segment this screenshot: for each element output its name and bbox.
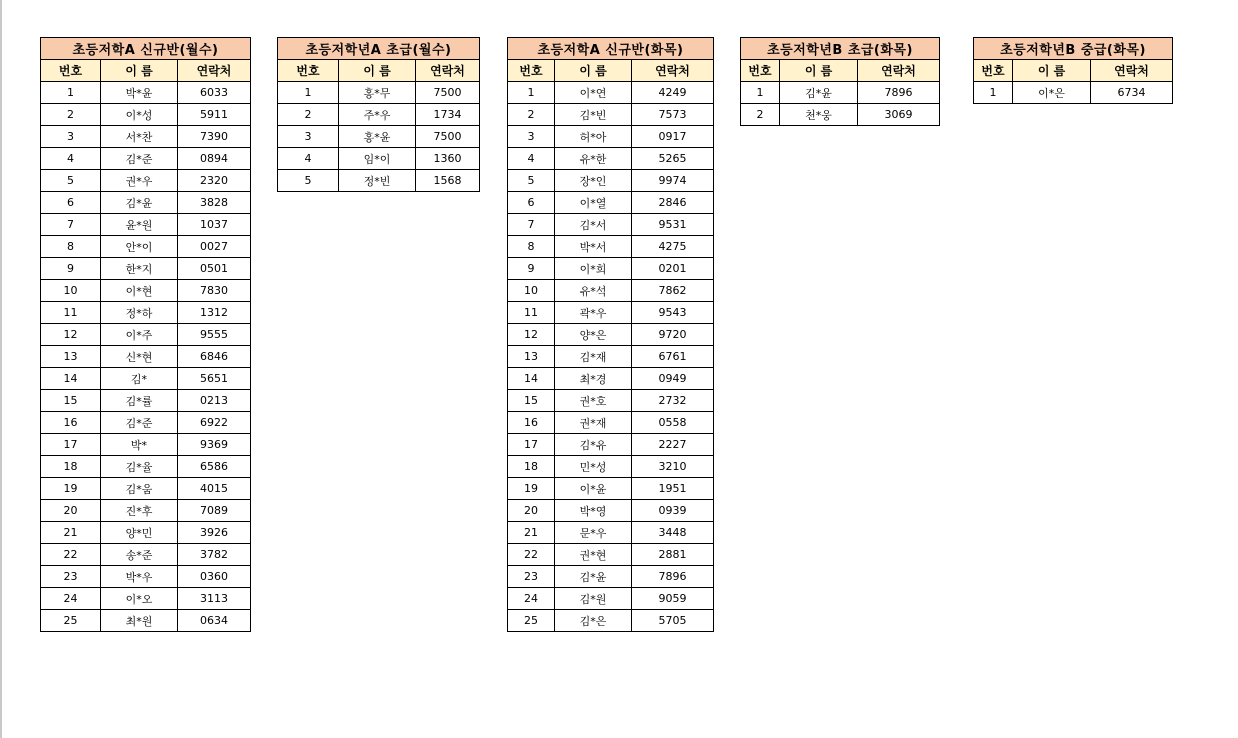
header-contact: 연락처 (858, 60, 940, 82)
student-name: 허*아 (555, 126, 632, 148)
row-number: 12 (508, 324, 555, 346)
contact-digits: 6586 (178, 456, 251, 478)
row-number: 22 (41, 544, 101, 566)
row-number: 20 (508, 500, 555, 522)
table-row (41, 390, 251, 412)
student-name: 김*은 (555, 610, 632, 632)
contact-digits: 0939 (632, 500, 714, 522)
table-title: 초등저학A 신규반(화목) (508, 38, 714, 60)
contact-digits: 0213 (178, 390, 251, 412)
table-row (41, 82, 251, 104)
student-name: 권*우 (101, 170, 178, 192)
table-row (41, 302, 251, 324)
row-number: 1 (508, 82, 555, 104)
contact-digits: 9974 (632, 170, 714, 192)
contact-digits: 3828 (178, 192, 251, 214)
row-number: 20 (41, 500, 101, 522)
row-number: 16 (41, 412, 101, 434)
row-number: 7 (508, 214, 555, 236)
row-number: 10 (41, 280, 101, 302)
student-name: 최*경 (555, 368, 632, 390)
student-name: 권*호 (555, 390, 632, 412)
student-name: 유*석 (555, 280, 632, 302)
contact-digits: 3069 (858, 104, 940, 126)
row-number: 25 (508, 610, 555, 632)
contact-digits: 1037 (178, 214, 251, 236)
table-title: 초등저학년B 중급(화목) (974, 38, 1173, 60)
student-name: 김*움 (101, 478, 178, 500)
row-number: 9 (41, 258, 101, 280)
header-number: 번호 (741, 60, 780, 82)
contact-digits: 0634 (178, 610, 251, 632)
student-name: 박*영 (555, 500, 632, 522)
student-name: 이*오 (101, 588, 178, 610)
table-row (41, 566, 251, 588)
contact-digits: 0558 (632, 412, 714, 434)
table-row (508, 522, 714, 544)
student-name: 한*지 (101, 258, 178, 280)
table-row (508, 500, 714, 522)
table-row (508, 412, 714, 434)
row-number: 15 (41, 390, 101, 412)
header-name: 이 름 (555, 60, 632, 82)
student-name: 김* (101, 368, 178, 390)
table-title: 초등저학년A 초급(월수) (278, 38, 480, 60)
contact-digits: 9720 (632, 324, 714, 346)
contact-digits: 4249 (632, 82, 714, 104)
table-row (508, 588, 714, 610)
table-row (508, 456, 714, 478)
contact-digits: 6033 (178, 82, 251, 104)
contact-digits: 9059 (632, 588, 714, 610)
row-number: 3 (41, 126, 101, 148)
contact-digits: 0917 (632, 126, 714, 148)
roster-table-1 (40, 37, 251, 632)
table-row (41, 368, 251, 390)
table-row (508, 170, 714, 192)
table-row (508, 302, 714, 324)
header-contact: 연락처 (632, 60, 714, 82)
row-number: 6 (508, 192, 555, 214)
table-row (741, 82, 940, 104)
table-row (41, 544, 251, 566)
contact-digits: 7089 (178, 500, 251, 522)
row-number: 3 (278, 126, 339, 148)
contact-digits: 9369 (178, 434, 251, 456)
table-row (508, 192, 714, 214)
row-number: 19 (41, 478, 101, 500)
contact-digits: 7500 (416, 82, 480, 104)
row-number: 11 (508, 302, 555, 324)
table-row (508, 104, 714, 126)
contact-digits: 3926 (178, 522, 251, 544)
row-number: 18 (41, 456, 101, 478)
table-row (41, 456, 251, 478)
table-row (41, 280, 251, 302)
table-row (741, 104, 940, 126)
student-name: 민*성 (555, 456, 632, 478)
row-number: 4 (508, 148, 555, 170)
contact-digits: 2732 (632, 390, 714, 412)
student-name: 김*율 (101, 456, 178, 478)
contact-digits: 1568 (416, 170, 480, 192)
row-number: 8 (508, 236, 555, 258)
table-row (508, 434, 714, 456)
row-number: 4 (278, 148, 339, 170)
header-number: 번호 (508, 60, 555, 82)
table-row (508, 214, 714, 236)
row-number: 24 (508, 588, 555, 610)
header-name: 이 름 (339, 60, 416, 82)
contact-digits: 5651 (178, 368, 251, 390)
contact-digits: 7830 (178, 280, 251, 302)
row-number: 24 (41, 588, 101, 610)
student-name: 박*우 (101, 566, 178, 588)
table-row (278, 82, 480, 104)
contact-digits: 4275 (632, 236, 714, 258)
student-name: 서*찬 (101, 126, 178, 148)
contact-digits: 1360 (416, 148, 480, 170)
row-number: 8 (41, 236, 101, 258)
table-row (508, 610, 714, 632)
contact-digits: 0894 (178, 148, 251, 170)
row-number: 15 (508, 390, 555, 412)
table-row (508, 566, 714, 588)
table-row (41, 588, 251, 610)
row-number: 23 (41, 566, 101, 588)
table-row (974, 82, 1173, 104)
contact-digits: 0360 (178, 566, 251, 588)
table-row (278, 126, 480, 148)
contact-digits: 4015 (178, 478, 251, 500)
row-number: 1 (974, 82, 1013, 104)
roster-table-4 (740, 37, 940, 126)
row-number: 22 (508, 544, 555, 566)
row-number: 12 (41, 324, 101, 346)
table-row (508, 148, 714, 170)
student-name: 최*원 (101, 610, 178, 632)
contact-digits: 0501 (178, 258, 251, 280)
student-name: 권*재 (555, 412, 632, 434)
row-number: 5 (278, 170, 339, 192)
row-number: 16 (508, 412, 555, 434)
table-row (41, 214, 251, 236)
table-row (41, 610, 251, 632)
row-number: 11 (41, 302, 101, 324)
student-name: 장*인 (555, 170, 632, 192)
table-row (278, 104, 480, 126)
student-name: 이*성 (101, 104, 178, 126)
row-number: 2 (741, 104, 780, 126)
table-row (41, 412, 251, 434)
student-name: 김*원 (555, 588, 632, 610)
table-row (508, 368, 714, 390)
row-number: 1 (741, 82, 780, 104)
contact-digits: 6761 (632, 346, 714, 368)
table-row (41, 148, 251, 170)
student-name: 김*윤 (555, 566, 632, 588)
row-number: 6 (41, 192, 101, 214)
student-name: 임*이 (339, 148, 416, 170)
row-number: 17 (41, 434, 101, 456)
contact-digits: 2320 (178, 170, 251, 192)
roster-table-2 (277, 37, 480, 192)
student-name: 신*현 (101, 346, 178, 368)
contact-digits: 2881 (632, 544, 714, 566)
student-name: 김*재 (555, 346, 632, 368)
contact-digits: 7573 (632, 104, 714, 126)
contact-digits: 2846 (632, 192, 714, 214)
table-row (41, 170, 251, 192)
table-row (508, 324, 714, 346)
row-number: 2 (41, 104, 101, 126)
table-row (508, 346, 714, 368)
student-name: 정*빈 (339, 170, 416, 192)
student-name: 김*빈 (555, 104, 632, 126)
table-row (41, 346, 251, 368)
row-number: 17 (508, 434, 555, 456)
row-number: 14 (508, 368, 555, 390)
student-name: 이*현 (101, 280, 178, 302)
contact-digits: 0201 (632, 258, 714, 280)
student-name: 문*우 (555, 522, 632, 544)
contact-digits: 1312 (178, 302, 251, 324)
table-row (508, 478, 714, 500)
table-row (508, 544, 714, 566)
table-row (41, 104, 251, 126)
roster-table-3 (507, 37, 714, 632)
header-name: 이 름 (1013, 60, 1091, 82)
student-name: 김*윤 (101, 192, 178, 214)
student-name: 이*희 (555, 258, 632, 280)
table-row (508, 126, 714, 148)
contact-digits: 5705 (632, 610, 714, 632)
student-name: 박*윤 (101, 82, 178, 104)
contact-digits: 9543 (632, 302, 714, 324)
contact-digits: 1734 (416, 104, 480, 126)
contact-digits: 3113 (178, 588, 251, 610)
table-row (41, 478, 251, 500)
row-number: 5 (508, 170, 555, 192)
student-name: 천*웅 (780, 104, 858, 126)
contact-digits: 3782 (178, 544, 251, 566)
row-number: 3 (508, 126, 555, 148)
table-title: 초등저학A 신규반(월수) (41, 38, 251, 60)
table-row (41, 500, 251, 522)
row-number: 1 (41, 82, 101, 104)
student-name: 양*은 (555, 324, 632, 346)
student-name: 이*열 (555, 192, 632, 214)
header-number: 번호 (974, 60, 1013, 82)
table-row (278, 148, 480, 170)
contact-digits: 1951 (632, 478, 714, 500)
table-title: 초등저학년B 초급(화목) (741, 38, 940, 60)
student-name: 박*서 (555, 236, 632, 258)
contact-digits: 5911 (178, 104, 251, 126)
table-row (41, 258, 251, 280)
contact-digits: 7896 (858, 82, 940, 104)
table-row (278, 170, 480, 192)
row-number: 13 (508, 346, 555, 368)
student-name: 이*은 (1013, 82, 1091, 104)
table-row (508, 82, 714, 104)
student-name: 이*윤 (555, 478, 632, 500)
contact-digits: 0027 (178, 236, 251, 258)
table-row (41, 126, 251, 148)
row-number: 18 (508, 456, 555, 478)
table-row (41, 192, 251, 214)
student-name: 홍*무 (339, 82, 416, 104)
student-name: 윤*원 (101, 214, 178, 236)
student-name: 송*준 (101, 544, 178, 566)
table-row (508, 258, 714, 280)
student-name: 유*한 (555, 148, 632, 170)
contact-digits: 6922 (178, 412, 251, 434)
contact-digits: 5265 (632, 148, 714, 170)
row-number: 10 (508, 280, 555, 302)
student-name: 안*이 (101, 236, 178, 258)
row-number: 1 (278, 82, 339, 104)
contact-digits: 7390 (178, 126, 251, 148)
sheet-left-edge (0, 0, 2, 738)
table-row (508, 390, 714, 412)
row-number: 5 (41, 170, 101, 192)
header-number: 번호 (278, 60, 339, 82)
student-name: 김*률 (101, 390, 178, 412)
student-name: 이*주 (101, 324, 178, 346)
table-row (41, 324, 251, 346)
contact-digits: 7896 (632, 566, 714, 588)
contact-digits: 6846 (178, 346, 251, 368)
row-number: 7 (41, 214, 101, 236)
student-name: 양*민 (101, 522, 178, 544)
row-number: 21 (508, 522, 555, 544)
header-name: 이 름 (780, 60, 858, 82)
contact-digits: 0949 (632, 368, 714, 390)
row-number: 14 (41, 368, 101, 390)
student-name: 김*서 (555, 214, 632, 236)
row-number: 2 (508, 104, 555, 126)
student-name: 권*현 (555, 544, 632, 566)
header-name: 이 름 (101, 60, 178, 82)
table-row (41, 522, 251, 544)
student-name: 주*우 (339, 104, 416, 126)
table-row (41, 434, 251, 456)
row-number: 9 (508, 258, 555, 280)
row-number: 19 (508, 478, 555, 500)
table-row (508, 280, 714, 302)
roster-table-5 (973, 37, 1173, 104)
student-name: 정*하 (101, 302, 178, 324)
header-contact: 연락처 (1091, 60, 1173, 82)
student-name: 김*유 (555, 434, 632, 456)
student-name: 김*윤 (780, 82, 858, 104)
student-name: 김*준 (101, 148, 178, 170)
student-name: 이*연 (555, 82, 632, 104)
contact-digits: 7862 (632, 280, 714, 302)
student-name: 박* (101, 434, 178, 456)
row-number: 21 (41, 522, 101, 544)
header-contact: 연락처 (416, 60, 480, 82)
row-number: 2 (278, 104, 339, 126)
contact-digits: 9555 (178, 324, 251, 346)
header-contact: 연락처 (178, 60, 251, 82)
row-number: 23 (508, 566, 555, 588)
table-row (41, 236, 251, 258)
row-number: 13 (41, 346, 101, 368)
contact-digits: 6734 (1091, 82, 1173, 104)
contact-digits: 9531 (632, 214, 714, 236)
contact-digits: 3210 (632, 456, 714, 478)
student-name: 홍*윤 (339, 126, 416, 148)
table-row (508, 236, 714, 258)
student-name: 김*준 (101, 412, 178, 434)
student-name: 진*후 (101, 500, 178, 522)
header-number: 번호 (41, 60, 101, 82)
contact-digits: 7500 (416, 126, 480, 148)
contact-digits: 2227 (632, 434, 714, 456)
contact-digits: 3448 (632, 522, 714, 544)
student-name: 곽*우 (555, 302, 632, 324)
row-number: 4 (41, 148, 101, 170)
row-number: 25 (41, 610, 101, 632)
